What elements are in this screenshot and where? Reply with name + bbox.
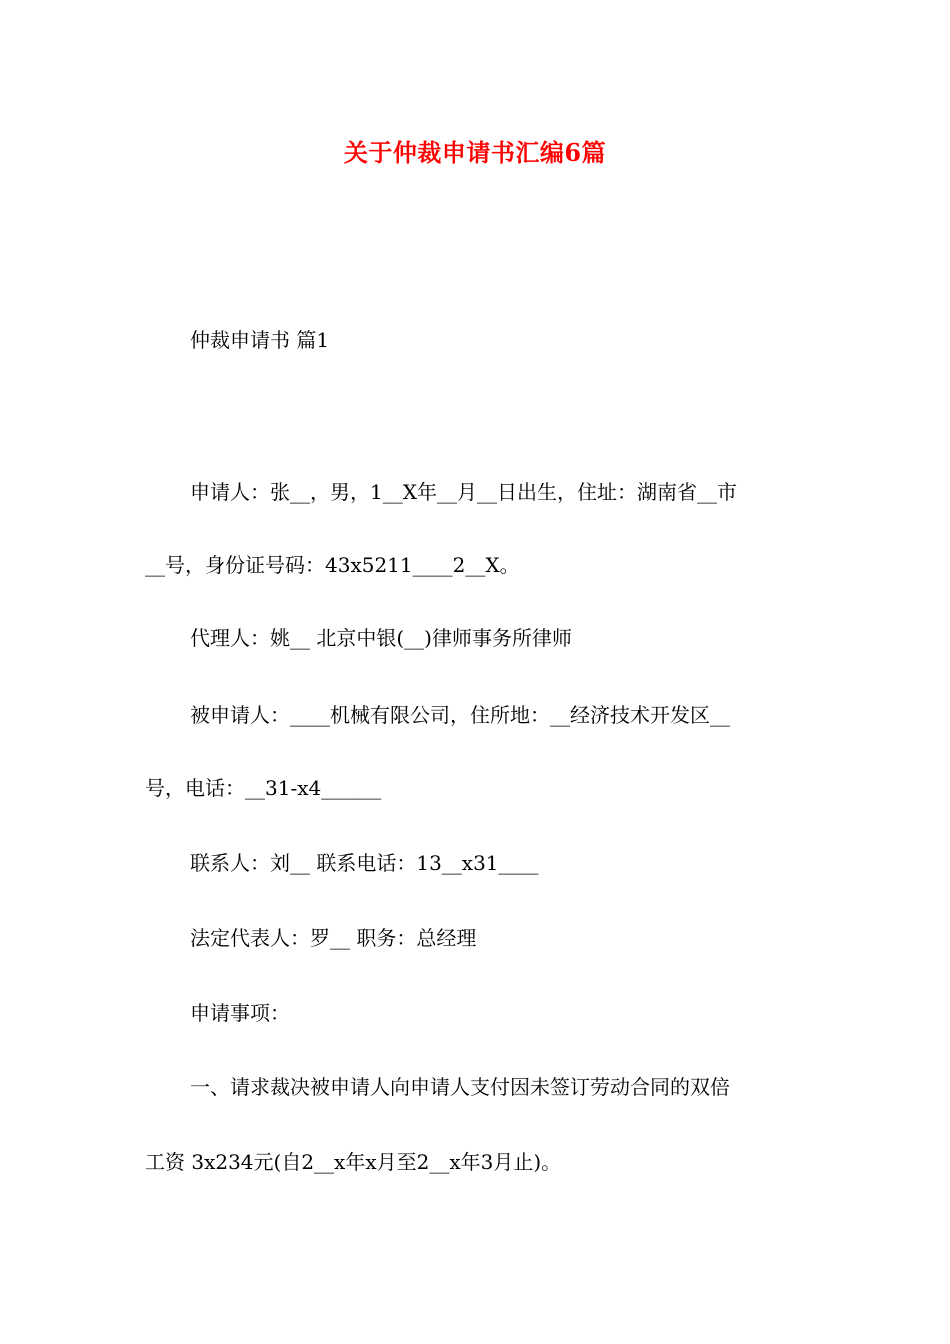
section-heading: 仲裁申请书 篇1 xyxy=(190,328,330,352)
paragraph-line-request-1-cont: 工资 3x234元(自2__x年x月至2__x年3月止)。 xyxy=(145,1150,562,1174)
paragraph-line-matters-heading: 申请事项： xyxy=(190,1001,290,1025)
paragraph-line-agent: 代理人：姚__ 北京中银(__)律师事务所律师 xyxy=(190,626,572,650)
paragraph-line-request-1: 一、请求裁决被申请人向申请人支付因未签订劳动合同的双倍 xyxy=(190,1075,730,1099)
paragraph-line-respondent-cont: 号，电话：__31-x4______ xyxy=(145,776,382,800)
paragraph-line-applicant-cont: __号，身份证号码：43x5211____2__X。 xyxy=(145,553,520,577)
paragraph-line-respondent: 被申请人：____机械有限公司，住所地：__经济技术开发区__ xyxy=(190,703,730,727)
paragraph-line-legal-rep: 法定代表人：罗__ 职务：总经理 xyxy=(190,926,477,950)
paragraph-line-contact: 联系人：刘__ 联系电话：13__x31____ xyxy=(190,851,539,875)
paragraph-line-applicant: 申请人：张__，男，1__X年__月__日出生，住址：湖南省__市 xyxy=(190,480,737,504)
document-title: 关于仲裁申请书汇编6篇 xyxy=(343,138,607,167)
